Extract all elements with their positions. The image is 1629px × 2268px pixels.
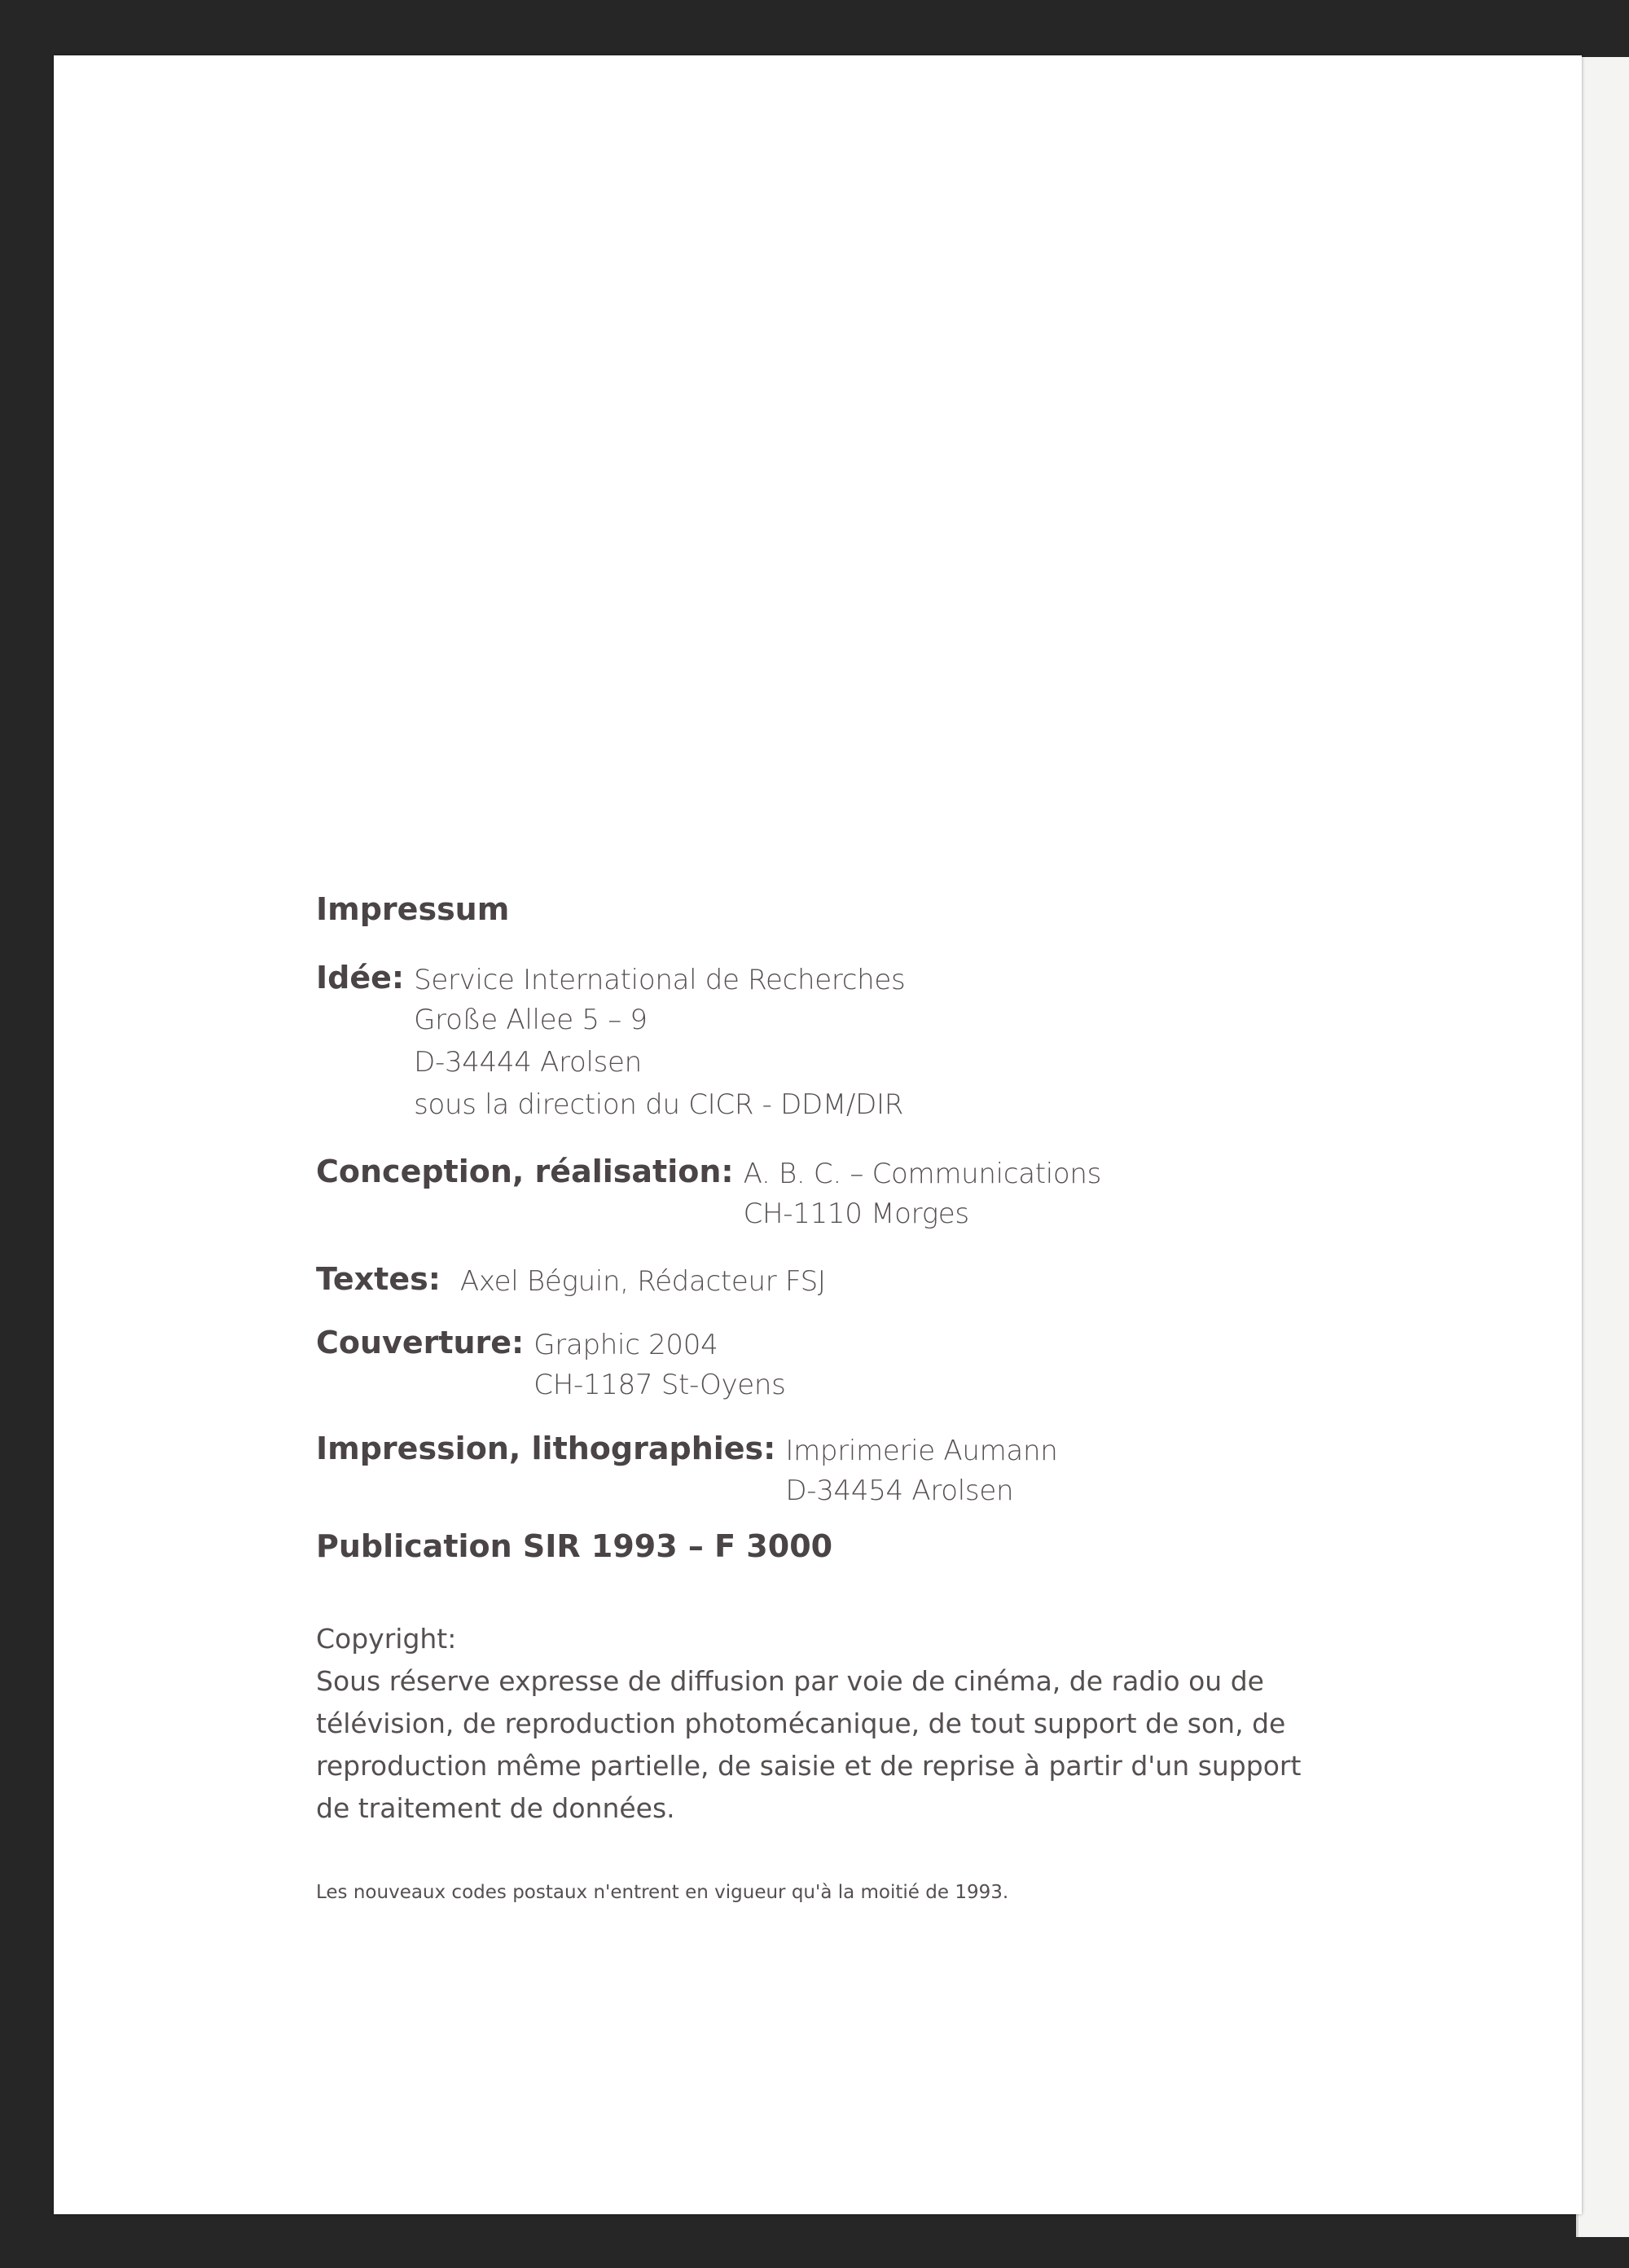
idee-line: Service International de Recherches xyxy=(414,964,906,996)
copyright-line: reproduction même partielle, de saisie et de reprise à partir d'un support xyxy=(316,1750,1302,1782)
impression-line: D-34454 Arolsen xyxy=(785,1475,1014,1507)
couverture-values xyxy=(533,1325,785,1406)
couverture-block xyxy=(316,1325,786,1406)
textes-line: Axel Béguin, Rédacteur FSJ xyxy=(459,1265,826,1298)
conception-block xyxy=(316,1154,1101,1235)
adjacent-page-edge xyxy=(1576,57,1629,2237)
idee-values xyxy=(414,960,905,1126)
postal-code-note: Les nouveaux codes postaux n'entrent en vigueur qu'à la moitié de 1993. xyxy=(316,1882,1009,1903)
idee-line: D-34444 Arolsen xyxy=(414,1046,642,1079)
impression-line: Imprimerie Aumann xyxy=(785,1435,1058,1467)
idee-label: Idée: xyxy=(316,960,405,996)
conception-line: A. B. C. – Communications xyxy=(743,1158,1102,1190)
impressum-title: Impressum xyxy=(316,891,510,927)
couverture-label: Couverture: xyxy=(316,1325,525,1360)
textes-label: Textes: xyxy=(316,1261,441,1297)
idee-block xyxy=(316,960,905,1126)
textes-block xyxy=(316,1261,826,1300)
conception-line: CH-1110 Morges xyxy=(743,1198,969,1230)
copyright-notice xyxy=(316,1618,1456,1830)
copyright-heading: Copyright: xyxy=(316,1623,457,1655)
copyright-line: de traitement de données. xyxy=(316,1792,675,1824)
idee-line: Große Allee 5 – 9 xyxy=(414,1004,648,1036)
couverture-line: Graphic 2004 xyxy=(533,1329,718,1361)
couverture-line: CH-1187 St-Oyens xyxy=(533,1369,786,1401)
publication-reference: Publication SIR 1993 – F 3000 xyxy=(316,1528,833,1564)
idee-line: sous la direction du CICR - DDM/DIR xyxy=(414,1088,904,1121)
impression-label: Impression, lithographies: xyxy=(316,1431,776,1466)
conception-label: Conception, réalisation: xyxy=(316,1154,734,1189)
conception-values xyxy=(744,1154,1102,1235)
copyright-line: Sous réserve expresse de diffusion par voie de cinéma, de radio ou de xyxy=(316,1665,1264,1697)
copyright-line: télévision, de reproduction photomécanique, de tout support de son, de xyxy=(316,1708,1286,1739)
impression-values xyxy=(785,1431,1057,1512)
impression-block xyxy=(316,1431,1057,1512)
document-page xyxy=(54,55,1582,2214)
textes-values xyxy=(460,1261,826,1300)
